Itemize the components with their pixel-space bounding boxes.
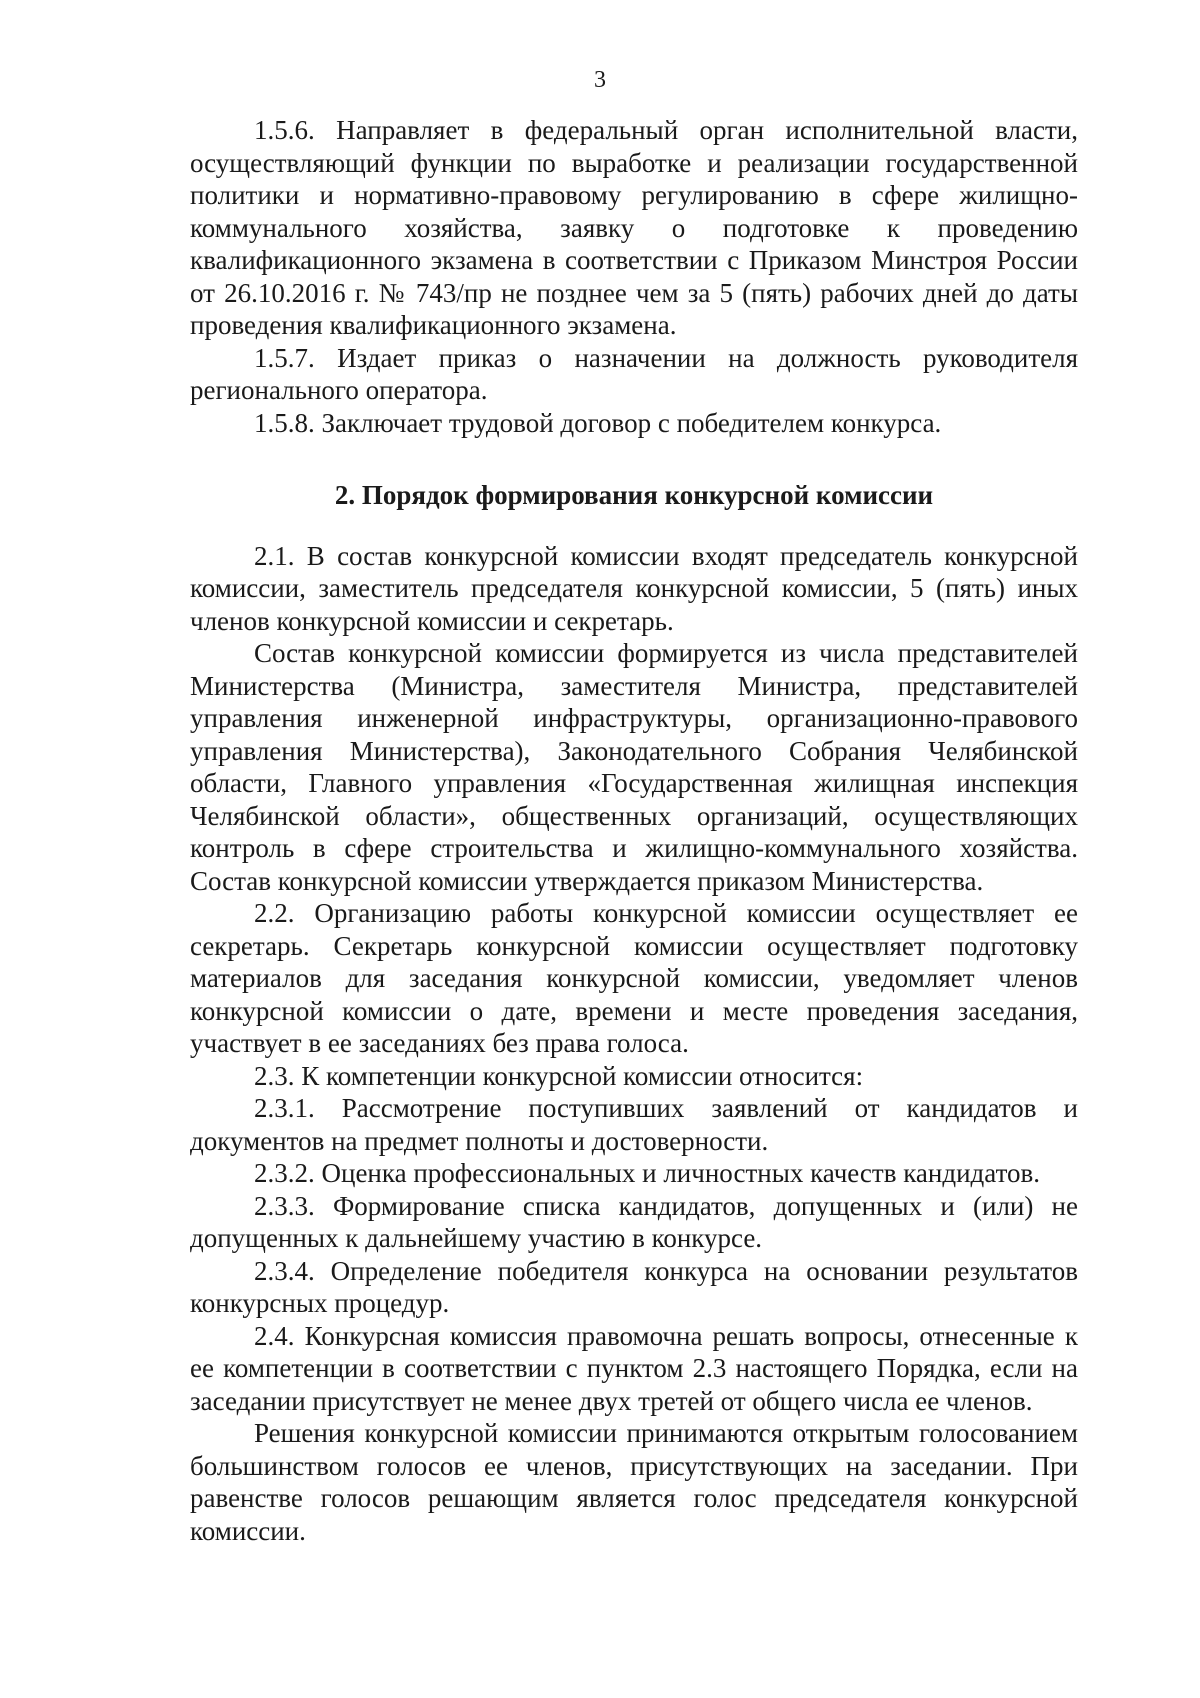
paragraph-2-3-2: 2.3.2. Оценка профессиональных и личностных качеств кандидатов. (254, 1158, 1041, 1188)
paragraph-commission-composition: Состав конкурсной комиссии формируется из числа представителей Министерства (Министра, заместителя Министра, представителей управления инженерной инфраструктуры, организационно-правового управления Министерства), Законодательного Собрания Челябинской области, Главного управления «Государственная жилищная инспекция Челябинской области», общественных организаций, осуществляющих контроль в сфере строительства и жилищно-коммунального хозяйства. Состав конкурсной комиссии утверждается приказом Министерства. (190, 638, 1078, 896)
page-number: 3 (594, 67, 606, 93)
paragraph-2-1: 2.1. В состав конкурсной комиссии входят председатель конкурсной комиссии, заместитель председателя конкурсной комиссии, 5 (пять) иных членов конкурсной комиссии и секретарь. (190, 540, 1078, 636)
paragraph-1-5-6: 1.5.6. Направляет в федеральный орган исполнительной власти, осуществляющий функции по выработке и реализации государственной политики и нормативно-правовому регулированию в сфере жилищно-коммунального хозяйства, заявку о подготовке к проведению квалификационного экзамена в соответствии с Приказом Минстроя России от 26.10.2016 г. № 743/пр не позднее чем за 5 (пять) рабочих дней до даты проведения квалификационного экзамена. (190, 115, 1078, 340)
paragraph-2-3-1: 2.3.1. Рассмотрение поступивших заявлений от кандидатов и документов на предмет полноты и достоверности. (190, 1093, 1078, 1156)
paragraph-2-3: 2.3. К компетенции конкурсной комиссии относится: (254, 1060, 864, 1091)
paragraph-1-5-8: 1.5.8. Заключает трудовой договор с победителем конкурса. (254, 407, 942, 438)
document-body (190, 114, 1078, 1547)
paragraph-2-3-4: 2.3.4. Определение победителя конкурса на основании результатов конкурсных процедур. (190, 1255, 1078, 1318)
paragraph-2-3-3: 2.3.3. Формирование списка кандидатов, допущенных и (или) не допущенных к дальнейшему участию в конкурсе. (190, 1190, 1078, 1253)
paragraph-2-2: 2.2. Организацию работы конкурсной комиссии осуществляет ее секретарь. Секретарь конкурсной комиссии осуществляет подготовку материалов для заседания конкурсной комиссии, уведомляет членов конкурсной комиссии о дате, времени и месте проведения заседания, участвует в ее заседаниях без права голоса. (190, 898, 1078, 1058)
section-heading: 2. Порядок формирования конкурсной комиссии (334, 480, 934, 510)
paragraph-1-5-7: 1.5.7. Издает приказ о назначении на должность руководителя регионального оператора. (190, 342, 1078, 405)
paragraph-2-4: 2.4. Конкурсная комиссия правомочна решать вопросы, отнесенные к ее компетенции в соответствии с пунктом 2.3 настоящего Порядка, если на заседании присутствует не менее двух третей от общего числа ее членов. (190, 1320, 1078, 1416)
paragraph-decisions: Решения конкурсной комиссии принимаются открытым голосованием большинством голосов ее членов, присутствующих на заседании. При равенстве голосов решающим является голос председателя конкурсной комиссии. (190, 1418, 1078, 1546)
